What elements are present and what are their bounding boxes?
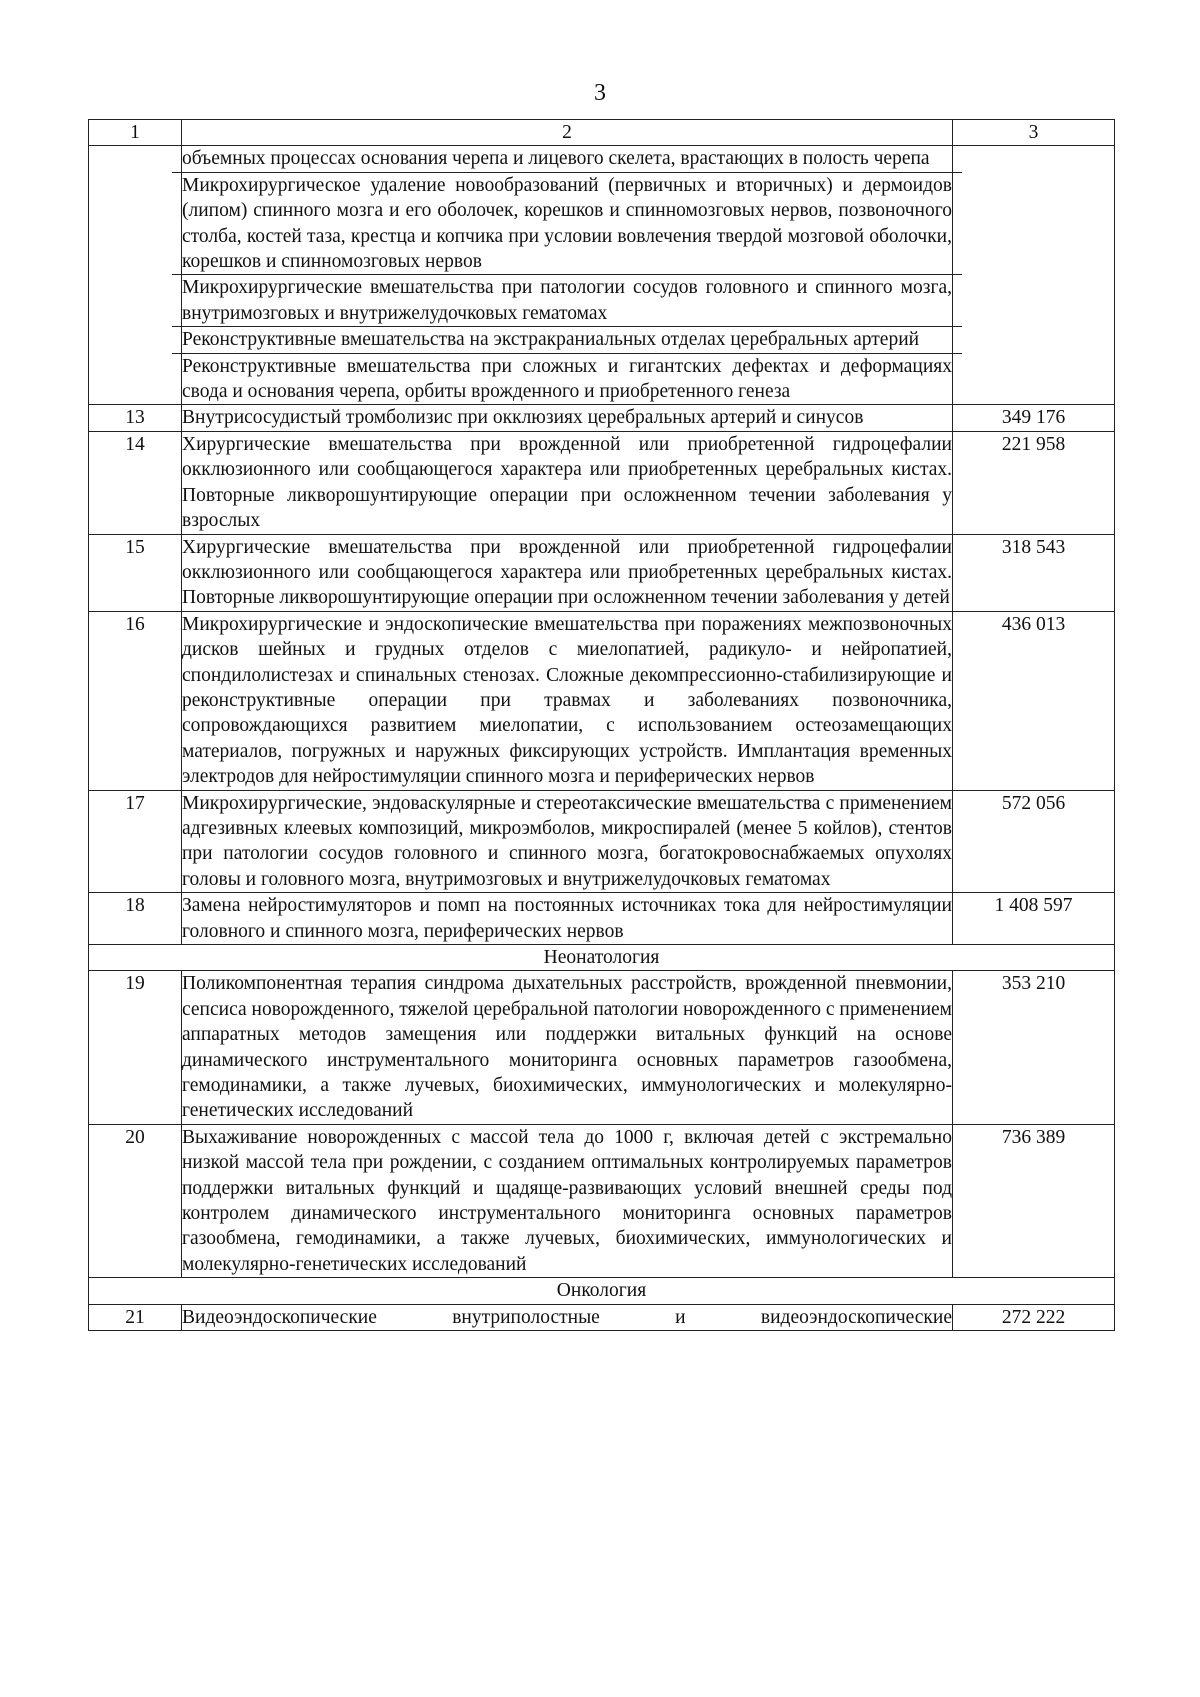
services-table bbox=[88, 119, 1115, 1331]
row-price: 349 176 bbox=[953, 405, 1115, 431]
table-header-row bbox=[89, 120, 1115, 146]
section-title: Онкология bbox=[89, 1278, 1115, 1304]
table-row bbox=[89, 790, 1115, 893]
row-price: 572 056 bbox=[953, 790, 1115, 893]
row-price: 1 408 597 bbox=[953, 893, 1115, 945]
table-row bbox=[89, 971, 1115, 1124]
price-empty bbox=[953, 146, 1115, 405]
header-col-2: 2 bbox=[182, 120, 953, 146]
header-col-3: 3 bbox=[953, 120, 1115, 146]
table-row-continuation bbox=[89, 146, 1115, 405]
row-number: 21 bbox=[89, 1304, 182, 1330]
row-description: Внутрисосудистый тромболизис при окклюзиях церебральных артерий и синусов bbox=[182, 405, 953, 431]
page-number: 3 bbox=[594, 80, 606, 106]
row-price: 436 013 bbox=[953, 611, 1115, 790]
row-price: 353 210 bbox=[953, 971, 1115, 1124]
row-price: 221 958 bbox=[953, 431, 1115, 534]
row-description: Видеоэндоскопические внутриполостные и видеоэндоскопические bbox=[182, 1304, 953, 1330]
row-description: Микрохирургические, эндоваскулярные и стереотаксические вмешательства с применением адгезивных клеевых композиций, микроэмболов, микроспиралей (менее 5 койлов), стентов при патологии сосудов головного и спинного мозга, богатокровоснабжаемых опухолях головы и головного мозга, внутримозговых и внутрижелудочковых гематомах bbox=[182, 790, 953, 893]
table-row bbox=[89, 405, 1115, 431]
table-row bbox=[89, 1304, 1115, 1330]
section-title: Неонатология bbox=[89, 945, 1115, 971]
row-number: 18 bbox=[89, 893, 182, 945]
sub-item bbox=[172, 326, 962, 352]
row-number: 15 bbox=[89, 534, 182, 611]
row-description: Микрохирургические и эндоскопические вмешательства при поражениях межпозвоночных дисков шейных и грудных отделов с миелопатией, радикуло- и нейропатией, спондилолистезах и спинальных стенозах. Сложные декомпрессионно-стабилизирующие и реконструктивные операции при травмах и заболеваниях позвоночника, сопровождающихся развитием миелопатии, с использованием остеозамещающих материалов, погружных и наружных фиксирующих устройств. Имплантация временных электродов для нейростимуляции спинного мозга и периферических нервов bbox=[182, 611, 953, 790]
row-number: 17 bbox=[89, 790, 182, 893]
row-number: 16 bbox=[89, 611, 182, 790]
header-col-1: 1 bbox=[89, 120, 182, 146]
table-row bbox=[89, 1124, 1115, 1277]
row-number: 19 bbox=[89, 971, 182, 1124]
table-row bbox=[89, 431, 1115, 534]
row-number: 13 bbox=[89, 405, 182, 431]
table-row bbox=[89, 534, 1115, 611]
row-number-empty bbox=[89, 146, 182, 405]
sub-item-text: Реконструктивные вмешательства на экстракраниальных отделах церебральных артерий bbox=[182, 329, 920, 351]
row-description: Поликомпонентная терапия синдрома дыхательных расстройств, врожденной пневмонии, сепсиса новорожденного, тяжелой церебральной патологии новорожденного с применением аппаратных методов замещения или поддержки витальных функций на основе динамического инструментального мониторинга основных параметров газообмена, гемодинамики, а также лучевых, биохимических, иммунологических и молекулярно-генетических исследований bbox=[182, 971, 953, 1124]
section-row-neonatology bbox=[89, 945, 1115, 971]
row-description: Замена нейростимуляторов и помп на постоянных источниках тока для нейростимуляции головного и спинного мозга, периферических нервов bbox=[182, 893, 953, 945]
row-description: Выхаживание новорожденных с массой тела до 1000 г, включая детей с экстремально низкой массой тела при рождении, с созданием оптимальных контролируемых параметров поддержки витальных функций и щадяще-развивающих условий внешней среды под контролем динамического инструментального мониторинга основных параметров газообмена, гемодинамики, а также лучевых, биохимических, иммунологических и молекулярно-генетических исследований bbox=[182, 1124, 953, 1277]
sub-item: Микрохирургическое удаление новообразований (первичных и вторичных) и дермоидов (липом) спинного мозга и его оболочек, корешков и спинномозговых нервов, позвоночного столба, костей таза, крестца и копчика при условии вовлечения твердой мозговой оболочки, корешков и спинномозговых нервов bbox=[172, 172, 962, 275]
continuation-cell bbox=[182, 146, 953, 405]
sub-item: Реконструктивные вмешательства при сложных и гигантских дефектах и деформациях свода и основания черепа, орбиты врожденного и приобретенного генеза bbox=[172, 353, 962, 405]
row-price: 736 389 bbox=[953, 1124, 1115, 1277]
sub-item: Микрохирургические вмешательства при патологии сосудов головного и спинного мозга, внутримозговых и внутрижелудочковых гематомах bbox=[172, 274, 962, 326]
row-price: 318 543 bbox=[953, 534, 1115, 611]
row-description: Хирургические вмешательства при врожденной или приобретенной гидроцефалии окклюзионного или сообщающегося характера или приобретенных церебральных кистах. Повторные ликворошунтирующие операции при осложненном течении заболевания у взрослых bbox=[182, 431, 953, 534]
sub-item: объемных процессах основания черепа и лицевого скелета, врастающих в полость черепа bbox=[182, 148, 930, 170]
row-number: 20 bbox=[89, 1124, 182, 1277]
row-description: Хирургические вмешательства при врожденной или приобретенной гидроцефалии окклюзионного или сообщающегося характера или приобретенных церебральных кистах. Повторные ликворошунтирующие операции при осложненном течении заболевания у детей bbox=[182, 534, 953, 611]
section-row-oncology bbox=[89, 1278, 1115, 1304]
table-row bbox=[89, 611, 1115, 790]
table-row bbox=[89, 893, 1115, 945]
row-price: 272 222 bbox=[953, 1304, 1115, 1330]
row-number: 14 bbox=[89, 431, 182, 534]
